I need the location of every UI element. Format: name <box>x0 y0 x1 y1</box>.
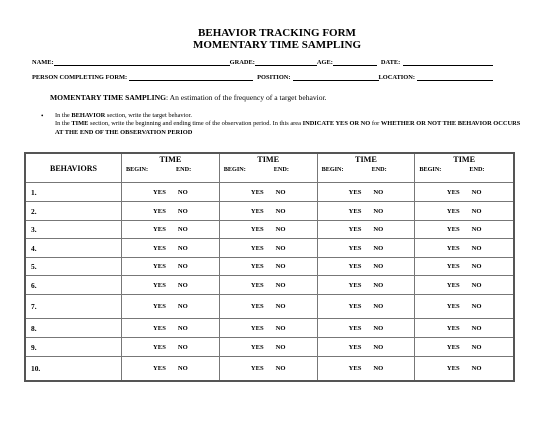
position-field[interactable] <box>293 73 379 81</box>
no-option[interactable]: NO <box>373 244 384 252</box>
observer-info-row <box>32 73 522 81</box>
no-option[interactable]: NO <box>373 324 384 332</box>
no-option[interactable]: NO <box>471 343 482 351</box>
yes-option[interactable]: YES <box>250 188 264 196</box>
yes-no-cell[interactable] <box>415 239 514 258</box>
yes-no-cell[interactable] <box>317 183 415 202</box>
end-label: END: <box>469 166 485 173</box>
yes-no-cell[interactable] <box>219 202 317 221</box>
time-block-header <box>219 153 317 183</box>
yes-option[interactable]: YES <box>446 244 460 252</box>
no-option[interactable]: NO <box>177 343 188 351</box>
yes-no-cell[interactable] <box>122 295 220 319</box>
yes-option[interactable]: YES <box>250 303 264 310</box>
yes-no-cell[interactable] <box>219 183 317 202</box>
yes-no-cell[interactable] <box>219 357 317 381</box>
time-label: TIME <box>159 155 182 164</box>
yes-no-cell[interactable] <box>122 357 220 381</box>
no-option[interactable]: NO <box>177 324 188 332</box>
name-label: NAME: <box>32 59 54 66</box>
name-field[interactable] <box>54 58 230 66</box>
yes-option[interactable]: YES <box>153 281 166 289</box>
begin-label: BEGIN: <box>321 166 344 173</box>
yes-option[interactable]: YES <box>446 281 460 289</box>
tracking-table <box>24 152 515 382</box>
yes-no-cell[interactable] <box>122 338 220 357</box>
table-row <box>25 202 514 221</box>
no-option[interactable]: NO <box>275 226 286 233</box>
behaviors-header: BEHAVIORS <box>25 153 122 183</box>
no-option[interactable]: NO <box>373 263 384 270</box>
behavior-number[interactable]: 4. <box>25 239 122 258</box>
no-option[interactable]: NO <box>471 303 482 310</box>
table-row <box>25 239 514 258</box>
no-option[interactable]: NO <box>177 244 188 252</box>
date-label: DATE: <box>380 59 401 66</box>
yes-no-cell[interactable] <box>415 202 514 221</box>
definition-term: MOMENTARY TIME SAMPLING <box>50 93 167 102</box>
yes-option[interactable]: YES <box>250 343 264 351</box>
yes-no-cell[interactable] <box>415 357 514 381</box>
location-field[interactable] <box>417 73 493 81</box>
no-option[interactable]: NO <box>373 281 384 289</box>
yes-no-cell[interactable] <box>122 183 220 202</box>
time-block-header <box>122 153 220 183</box>
no-option[interactable]: NO <box>177 207 188 215</box>
table-row <box>25 258 514 276</box>
behavior-number[interactable]: 5. <box>25 258 122 276</box>
no-option[interactable]: NO <box>275 364 286 372</box>
yes-option[interactable]: YES <box>153 303 166 310</box>
instructions <box>55 112 525 137</box>
yes-option[interactable]: YES <box>348 188 362 196</box>
no-option[interactable]: NO <box>471 244 482 252</box>
no-option[interactable]: NO <box>275 263 286 270</box>
no-option[interactable]: NO <box>471 263 482 270</box>
form-title: BEHAVIOR TRACKING FORM <box>198 27 356 39</box>
yes-option[interactable]: YES <box>250 226 264 233</box>
no-option[interactable]: NO <box>373 303 384 310</box>
date-field[interactable] <box>403 58 493 66</box>
yes-option[interactable]: YES <box>348 244 362 252</box>
no-option[interactable]: NO <box>177 226 188 233</box>
yes-no-cell[interactable] <box>219 295 317 319</box>
yes-no-cell[interactable] <box>317 295 415 319</box>
bullet-icon: • <box>41 112 44 120</box>
yes-no-cell[interactable] <box>317 258 415 276</box>
begin-label: BEGIN: <box>126 166 149 173</box>
yes-option[interactable]: YES <box>348 343 362 351</box>
yes-option[interactable]: YES <box>250 364 264 372</box>
table-row <box>25 295 514 319</box>
yes-option[interactable]: YES <box>250 263 264 270</box>
yes-no-cell[interactable] <box>122 319 220 338</box>
instr-text: section, write the target behavior. <box>105 112 192 119</box>
no-option[interactable]: NO <box>275 303 286 310</box>
yes-option[interactable]: YES <box>250 324 264 332</box>
behavior-number[interactable]: 1. <box>25 183 122 202</box>
end-label: END: <box>176 166 192 173</box>
time-label: TIME <box>257 155 280 164</box>
yes-no-cell[interactable] <box>415 319 514 338</box>
no-option[interactable]: NO <box>373 364 384 372</box>
table-row <box>25 221 514 239</box>
location-label: LOCATION: <box>378 74 415 81</box>
no-option[interactable]: NO <box>275 188 286 196</box>
table-row <box>25 319 514 338</box>
instr-text: section, write the beginning and ending time of the observation period. In this area <box>88 120 303 128</box>
no-option[interactable]: NO <box>471 226 482 233</box>
no-option[interactable]: NO <box>275 343 286 351</box>
yes-no-cell[interactable] <box>317 239 415 258</box>
yes-option[interactable]: YES <box>153 263 166 270</box>
behavior-number[interactable]: 9. <box>25 338 122 357</box>
no-option[interactable]: NO <box>471 207 482 215</box>
yes-no-cell[interactable] <box>317 319 415 338</box>
definition <box>50 93 327 102</box>
yes-option[interactable]: YES <box>348 324 362 332</box>
yes-option[interactable]: YES <box>250 207 264 215</box>
student-info-row <box>32 58 522 66</box>
time-block-header <box>317 153 415 183</box>
no-option[interactable]: NO <box>177 188 188 196</box>
yes-no-cell[interactable] <box>317 202 415 221</box>
no-option[interactable]: NO <box>373 207 384 215</box>
person-label: PERSON COMPLETING FORM: <box>32 74 128 81</box>
age-field[interactable] <box>333 58 377 66</box>
yes-no-cell[interactable] <box>415 183 514 202</box>
age-label: AGE: <box>316 59 333 66</box>
yes-no-cell[interactable] <box>219 239 317 258</box>
instr-behavior: BEHAVIOR <box>71 112 106 119</box>
no-option[interactable]: NO <box>275 281 286 289</box>
definition-text: : An estimation of the frequency of a target behavior. <box>166 93 327 102</box>
no-option[interactable]: NO <box>177 364 188 372</box>
yes-option[interactable]: YES <box>153 188 166 196</box>
yes-option[interactable]: YES <box>348 364 362 372</box>
yes-option[interactable]: YES <box>153 343 166 351</box>
begin-label: BEGIN: <box>419 166 442 173</box>
no-option[interactable]: NO <box>177 303 188 310</box>
no-option[interactable]: NO <box>275 324 286 332</box>
person-field[interactable] <box>129 73 253 81</box>
behavior-number[interactable]: 2. <box>25 202 122 221</box>
yes-option[interactable]: YES <box>153 364 166 372</box>
yes-option[interactable]: YES <box>153 244 166 252</box>
yes-no-cell[interactable] <box>219 221 317 239</box>
yes-option[interactable]: YES <box>250 244 264 252</box>
no-option[interactable]: NO <box>471 281 482 289</box>
instr-text: for <box>370 120 381 128</box>
no-option[interactable]: NO <box>275 207 286 215</box>
end-label: END: <box>371 166 387 173</box>
yes-no-cell[interactable] <box>219 338 317 357</box>
yes-no-cell[interactable] <box>415 295 514 319</box>
instr-text: In the <box>55 112 72 119</box>
behavior-number[interactable]: 6. <box>25 276 122 295</box>
form-subtitle: MOMENTARY TIME SAMPLING <box>192 39 362 51</box>
yes-no-cell[interactable] <box>122 258 220 276</box>
yes-option[interactable]: YES <box>446 343 460 351</box>
instr-time: TIME <box>71 120 89 128</box>
begin-label: BEGIN: <box>223 166 246 173</box>
no-option[interactable]: NO <box>471 364 482 372</box>
no-option[interactable]: NO <box>471 188 482 196</box>
no-option[interactable]: NO <box>373 226 384 233</box>
yes-option[interactable]: YES <box>446 364 460 372</box>
yes-no-cell[interactable] <box>219 258 317 276</box>
instr-yesno: INDICATE YES OR NO <box>302 120 371 128</box>
yes-option[interactable]: YES <box>446 263 460 270</box>
end-label: END: <box>273 166 289 173</box>
instr-text: In the <box>55 120 72 128</box>
yes-no-cell[interactable] <box>122 239 220 258</box>
yes-no-cell[interactable] <box>415 338 514 357</box>
no-option[interactable]: NO <box>177 281 188 289</box>
yes-option[interactable]: YES <box>348 226 362 233</box>
yes-no-cell[interactable] <box>122 202 220 221</box>
yes-no-cell[interactable] <box>219 276 317 295</box>
table-row <box>25 276 514 295</box>
yes-option[interactable]: YES <box>446 188 460 196</box>
yes-no-cell[interactable] <box>219 319 317 338</box>
no-option[interactable]: NO <box>177 263 188 270</box>
yes-option[interactable]: YES <box>348 303 362 310</box>
table-row <box>25 357 514 381</box>
grade-label: GRADE: <box>229 59 255 66</box>
yes-option[interactable]: YES <box>250 281 264 289</box>
yes-option[interactable]: YES <box>446 303 460 310</box>
time-label: TIME <box>355 155 377 164</box>
table-header-row <box>25 153 514 183</box>
behavior-number[interactable]: 8. <box>25 319 122 338</box>
no-option[interactable]: NO <box>373 343 384 351</box>
yes-option[interactable]: YES <box>446 324 460 332</box>
yes-no-cell[interactable] <box>317 357 415 381</box>
behavior-number[interactable]: 3. <box>25 221 122 239</box>
instr-whether: WHETHER OR NOT THE BEHAVIOR OCCURS AT THE END OF THE OBSERVATION PERIOD <box>55 120 521 136</box>
yes-option[interactable]: YES <box>446 226 460 233</box>
yes-no-cell[interactable] <box>317 276 415 295</box>
yes-no-cell[interactable] <box>317 221 415 239</box>
time-label: TIME <box>453 155 476 164</box>
yes-option[interactable]: YES <box>446 207 460 215</box>
no-option[interactable]: NO <box>373 188 384 196</box>
grade-field[interactable] <box>255 58 317 66</box>
yes-no-cell[interactable] <box>317 338 415 357</box>
behavior-number[interactable]: 7. <box>25 295 122 319</box>
yes-no-cell[interactable] <box>122 221 220 239</box>
yes-option[interactable]: YES <box>348 263 362 270</box>
yes-no-cell[interactable] <box>415 258 514 276</box>
yes-option[interactable]: YES <box>153 324 166 332</box>
table-row <box>25 183 514 202</box>
time-block-header <box>415 153 514 183</box>
yes-no-cell[interactable] <box>415 221 514 239</box>
position-label: POSITION: <box>257 74 291 81</box>
behavior-number[interactable]: 10. <box>25 357 122 381</box>
yes-option[interactable]: YES <box>348 281 362 289</box>
no-option[interactable]: NO <box>471 324 482 332</box>
yes-option[interactable]: YES <box>153 207 166 215</box>
yes-no-cell[interactable] <box>415 276 514 295</box>
no-option[interactable]: NO <box>275 244 286 252</box>
yes-no-cell[interactable] <box>122 276 220 295</box>
yes-option[interactable]: YES <box>153 226 166 233</box>
yes-option[interactable]: YES <box>348 207 362 215</box>
table-row <box>25 338 514 357</box>
